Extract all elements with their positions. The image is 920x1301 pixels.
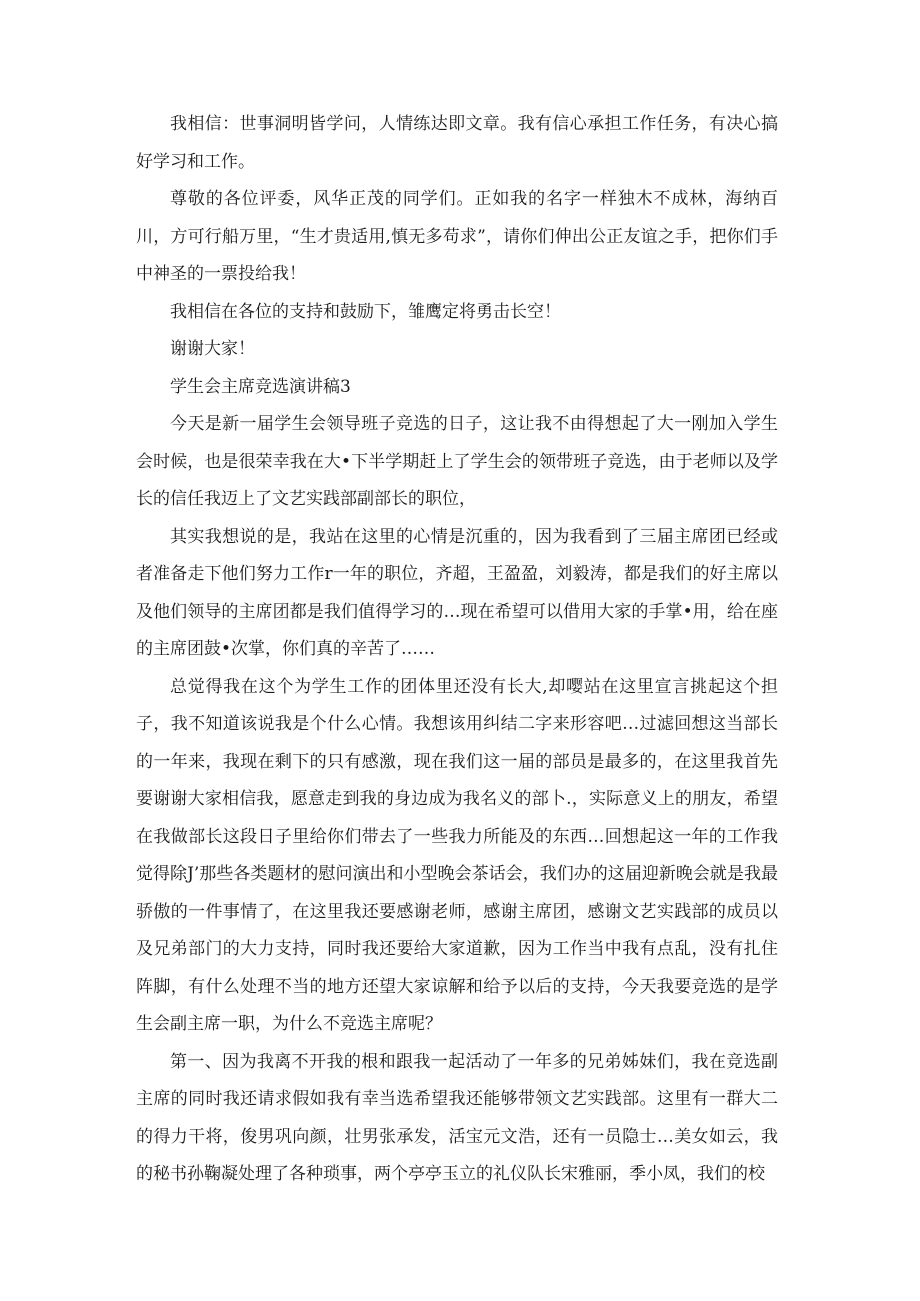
paragraph-5: 今天是新一届学生会领导班子竞选的日子，这让我不由得想起了大一刚加入学生会时候，也是很荣幸我在大•下半学期赶上了学生会的领带班子竞选，由于老师以及学长的信任我迈上了文艺实践部副部长的职位， [136, 414, 778, 509]
paragraph-8: 第一、因为我离不开我的根和跟我一起活动了一年多的兄弟姊妹们，我在竞选副主席的同时我还请求假如我有幸当选希望我还能够带领文艺实践部。这里有一群大二的得力干将，俊男巩向颜，壮男张承发，活宝元文浩，还有一员隐士…美女如云，我的秘书孙鞠凝处理了各种琐事，两个亭亭玉立的礼仪队长宋雅丽，季小凤，我们的校 [136, 1051, 778, 1184]
paragraph-6: 其实我想说的是，我站在这里的心情是沉重的，因为我看到了三届主席团已经或者准备走下他们努力工作r一年的职位，齐超，王盈盈，刘毅涛，都是我们的好主席以及他们领导的主席团都是我们值得学习的…现在希望可以借用大家的手掌•用，给在座的主席团鼓•次掌，你们真的辛苦了…… [136, 526, 778, 659]
paragraph-1: 我相信：世事洞明皆学问，人情练达即文章。我有信心承担工作任务，有决心搞好学习和工作。 [136, 114, 778, 172]
document-body [136, 106, 778, 1194]
paragraph-2: 尊敬的各位评委，风华正茂的同学们。正如我的名字一样独木不成林，海纳百川，方可行船万里，“生才贵适用,慎无多苟求”，请你们伸出公正友谊之手，把你们手中神圣的一票投给我！ [136, 189, 778, 284]
paragraph-7: 总觉得我在这个为学生工作的团体里还没有长大,却嘤站在这里宣言挑起这个担子，我不知道该说我是个什么心情。我想该用纠结二字来形容吧…过滤回想这当部长的一年来，我现在剩下的只有感激，现在我们这一届的部员是最多的，在这里我首先要谢谢大家相信我，愿意走到我的身边成为我名义的部卜.，实际意义上的朋友，希望在我做部长这段日子里给你们带去了一些我力所能及的东西…回想起这一年的工作我觉得除J’那些各类题材的慰问演出和小型晚会茶话会，我们办的这届迎新晚会就是我最骄傲的一件事情了，在这里我还要感谢老师，感谢主席团，感谢文艺实践部的成员以及兄弟部门的大力支持，同时我还要给大家道歉，因为工作当中我有点乱，没有扎住阵脚，有什么处理不当的地方还望大家谅解和给予以后的支持，今天我要竞选的是学生会副主席一职，为什么不竞选主席呢？ [136, 676, 778, 1034]
paragraph-4: 谢谢大家！ [170, 339, 255, 359]
paragraph-3: 我相信在各位的支持和鼓励下，雏鹰定将勇击长空！ [170, 301, 561, 322]
section-heading: 学生会主席竞选演讲稿3 [170, 376, 351, 397]
